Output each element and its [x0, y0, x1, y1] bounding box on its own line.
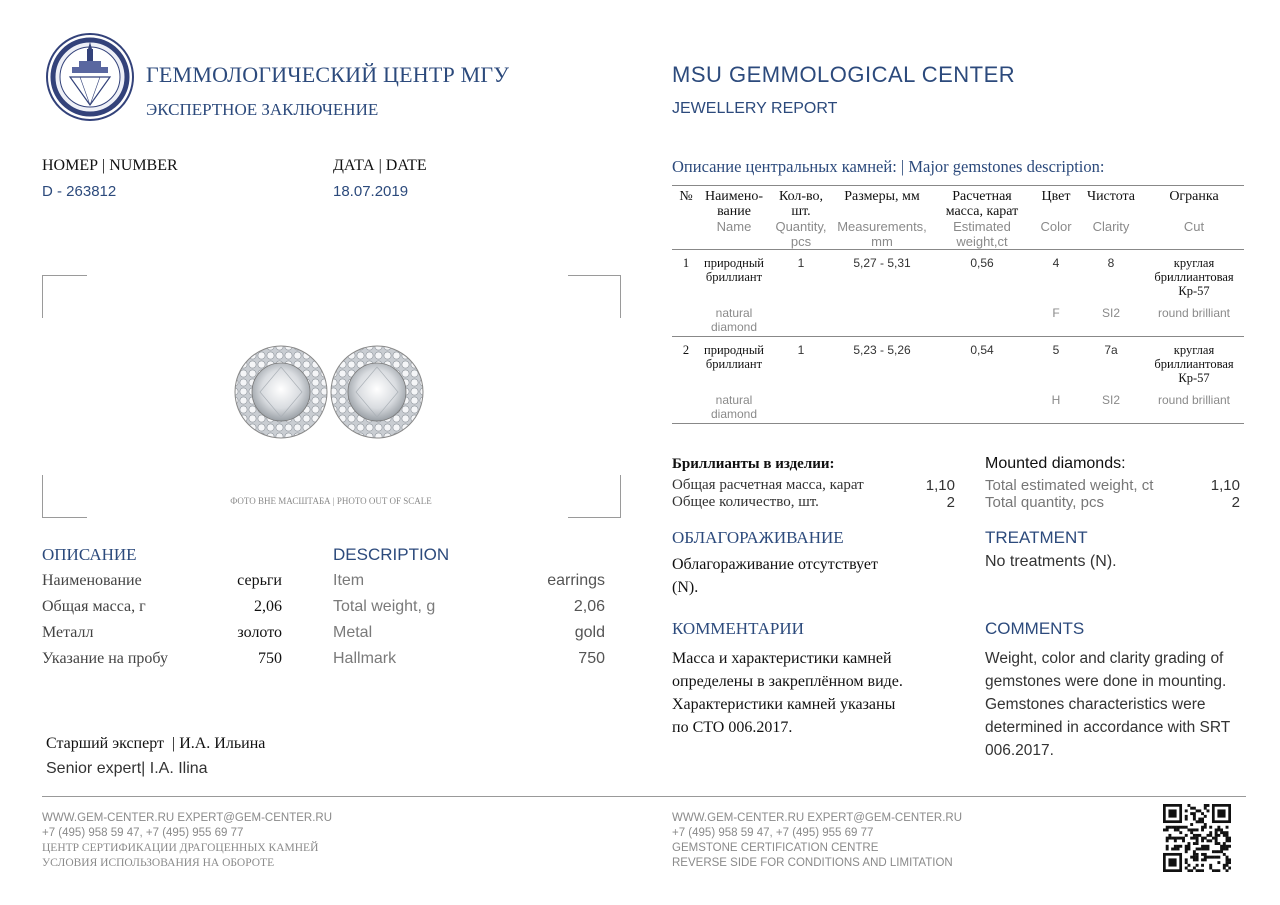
desc-en-row: Hallmark 750 — [333, 650, 605, 667]
header-en-title: MSU GEMMOLOGICAL CENTER — [672, 62, 1016, 87]
table-row-en: natural diamond H SI2 round brilliant — [672, 385, 1244, 424]
qr-code-icon — [1163, 804, 1231, 872]
gemstones-title: Описание центральных камней: | Major gemstones description: — [672, 157, 1105, 176]
footer-right: WWW.GEM-CENTER.RU EXPERT@GEM-CENTER.RU +7 (495) 958 59 47, +7 (495) 955 69 77 GEMSTONE CERTIFICATION CENTRE REVERSE SIDE FOR CONDITIONS AND LIMITATION — [672, 812, 963, 869]
description-en-heading: DESCRIPTION — [333, 545, 450, 564]
expert-ru: Старший эксперт | И.А. Ильина — [46, 735, 266, 752]
mounted-ru-heading: Бриллианты в изделии: — [672, 456, 835, 472]
table-row: 2 природный бриллиант 1 5,23 - 5,26 0,54 5 7а круглая бриллиантовая Кр-57 — [682, 343, 1234, 385]
description-ru-heading: ОПИСАНИЕ — [42, 545, 137, 564]
comments-en-text: Weight, color and clarity grading of gemstones were done in mounting. Gemstones characteristics were determined in accordance with SRT 006.2017. — [985, 650, 1231, 759]
photo-caption: ФОТО ВНЕ МАСШТАБА | PHOTO OUT OF SCALE — [230, 496, 432, 506]
table-row: 1 природный бриллиант 1 5,27 - 5,31 0,56 4 8 круглая бриллиантовая Кр-57 — [682, 256, 1234, 298]
footer-divider — [42, 796, 1246, 797]
date-label: ДАТА | DATE — [333, 157, 427, 174]
expert-en: Senior expert| I.A. Ilina — [46, 760, 208, 777]
desc-ru-row: Наименование серьги — [42, 572, 282, 589]
number-value: D - 263812 — [42, 183, 117, 200]
number-label: НОМЕР | NUMBER — [42, 157, 178, 174]
table-header-en-row: Name Quantity, pcs Measurements, mm Estimated weight,ct Color Clarity Cut — [672, 219, 1244, 250]
mounted-en-heading: Mounted diamonds: — [985, 455, 1126, 472]
mounted-en-qty-row: Total quantity, pcs 2 — [985, 494, 1240, 511]
desc-en-row: Total weight, g 2,06 — [333, 598, 605, 615]
desc-ru-row: Металл золото — [42, 624, 282, 641]
treatment-ru-text: Облагораживание отсутствует (N). — [672, 556, 878, 596]
table-header-row: № Наимено-вание Кол-во, шт. Размеры, мм Расчетная масса, карат Цвет Чистота Огранка — [672, 186, 1244, 220]
gemstones-table — [672, 185, 1244, 424]
mounted-en-weight-row: Total estimated weight, ct 1,10 — [985, 477, 1240, 494]
footer-left: WWW.GEM-CENTER.RU EXPERT@GEM-CENTER.RU +7 (495) 958 59 47, +7 (495) 955 69 77 ЦЕНТР СЕРТИФИКАЦИИ ДРАГОЦЕННЫХ КАМНЕЙ УСЛОВИЯ ИСПОЛЬЗОВАНИЯ НА ОБОРОТЕ — [42, 812, 333, 869]
treatment-en-heading: TREATMENT — [985, 528, 1088, 547]
header-en-subtitle: JEWELLERY REPORT — [672, 100, 838, 117]
desc-ru-row: Общая масса, г 2,06 — [42, 598, 282, 615]
desc-en-row: Item earrings — [333, 572, 605, 589]
comments-en-heading: COMMENTS — [985, 619, 1085, 638]
header-ru-subtitle: ЭКСПЕРТНОЕ ЗАКЛЮЧЕНИЕ — [146, 100, 379, 119]
date-value: 18.07.2019 — [333, 183, 409, 200]
header-ru-title: ГЕММОЛОГИЧЕСКИЙ ЦЕНТР МГУ — [146, 62, 510, 87]
table-row-en: natural diamond F SI2 round brilliant — [672, 298, 1244, 337]
desc-ru-row: Указание на пробу 750 — [42, 650, 282, 667]
diamond-earrings-photo — [230, 342, 428, 442]
treatment-ru-heading: ОБЛАГОРАЖИВАНИЕ — [672, 528, 844, 547]
mounted-ru-qty-row: Общее количество, шт. 2 — [672, 494, 955, 511]
desc-en-row: Metal gold — [333, 624, 605, 641]
treatment-en-text: No treatments (N). — [985, 553, 1117, 570]
mounted-ru-weight-row: Общая расчетная масса, карат 1,10 — [672, 477, 955, 494]
msu-seal-logo — [46, 33, 134, 121]
comments-ru-text: Масса и характеристики камней определены в закреплённом виде. Характеристики камней указаны по СТО 006.2017. — [672, 650, 903, 736]
comments-ru-heading: КОММЕНТАРИИ — [672, 619, 804, 638]
